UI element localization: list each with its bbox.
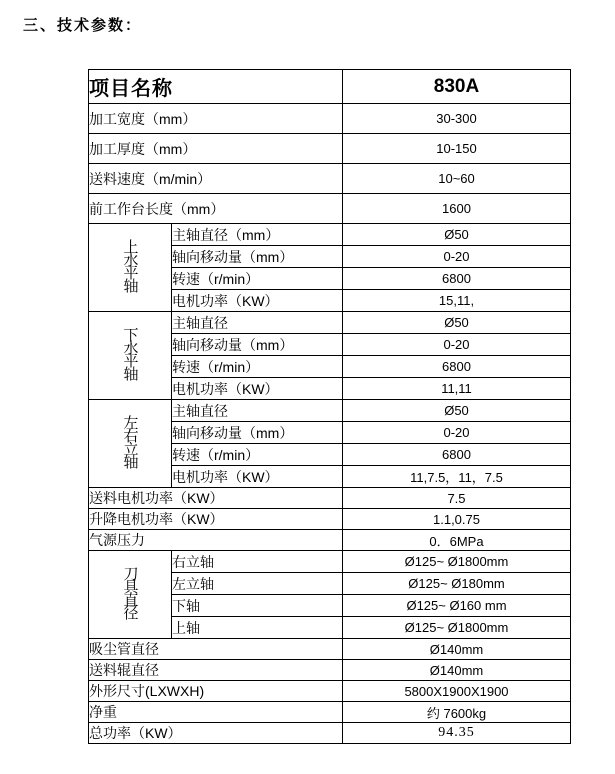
group-label-text: 上水平轴 bbox=[121, 239, 139, 291]
group-label bbox=[89, 551, 172, 639]
row-label: 电机功率（KW） bbox=[172, 466, 343, 488]
row-label: 转速（r/min） bbox=[172, 268, 343, 290]
row-value: 6800 bbox=[343, 356, 571, 378]
row-value: Ø50 bbox=[343, 312, 571, 334]
table-row bbox=[89, 639, 571, 660]
row-value: Ø50 bbox=[343, 400, 571, 422]
row-value: 11,7.5，11，7.5 bbox=[343, 466, 571, 488]
row-value: 0-20 bbox=[343, 334, 571, 356]
row-value: Ø125~ Ø1800mm bbox=[343, 617, 571, 639]
row-value: 10-150 bbox=[343, 134, 571, 164]
table-row bbox=[89, 530, 571, 551]
row-value: 0-20 bbox=[343, 246, 571, 268]
table-row bbox=[89, 134, 571, 164]
row-value: Ø140mm bbox=[343, 660, 571, 681]
row-value: 1.1,0.75 bbox=[343, 509, 571, 530]
table-header-row bbox=[89, 70, 571, 104]
row-label: 前工作台长度（mm） bbox=[89, 194, 343, 224]
group-label-text: 下水平轴 bbox=[121, 327, 139, 379]
row-label: 轴向移动量（mm） bbox=[172, 422, 343, 444]
row-label: 吸尘管直径 bbox=[89, 639, 343, 660]
row-label: 轴向移动量（mm） bbox=[172, 246, 343, 268]
row-label: 转速（r/min） bbox=[172, 444, 343, 466]
row-value: 94.35 bbox=[343, 723, 571, 744]
spec-table bbox=[88, 69, 571, 744]
row-label: 送料辊直径 bbox=[89, 660, 343, 681]
row-value: 6800 bbox=[343, 268, 571, 290]
row-value: Ø125~ Ø180mm bbox=[343, 573, 571, 595]
row-label: 左立轴 bbox=[172, 573, 343, 595]
table-row bbox=[89, 194, 571, 224]
row-value: 1600 bbox=[343, 194, 571, 224]
section-heading: 三、技术参数： bbox=[23, 17, 143, 34]
table-row bbox=[89, 488, 571, 509]
table-row bbox=[89, 702, 571, 723]
row-label: 外形尺寸(LXWXH) bbox=[89, 681, 343, 702]
table-row bbox=[89, 551, 571, 573]
row-label: 升降电机功率（KW） bbox=[89, 509, 343, 530]
row-value: Ø140mm bbox=[343, 639, 571, 660]
table-row bbox=[89, 104, 571, 134]
row-label: 主轴直径 bbox=[172, 312, 343, 334]
row-label: 送料速度（m/min） bbox=[89, 164, 343, 194]
row-value: 6800 bbox=[343, 444, 571, 466]
row-label: 送料电机功率（KW） bbox=[89, 488, 343, 509]
row-label: 右立轴 bbox=[172, 551, 343, 573]
group-label bbox=[89, 400, 172, 488]
row-label: 下轴 bbox=[172, 595, 343, 617]
row-value: 30-300 bbox=[343, 104, 571, 134]
table-row bbox=[89, 400, 571, 422]
row-label: 轴向移动量（mm） bbox=[172, 334, 343, 356]
header-model: 830A bbox=[343, 70, 571, 104]
row-label: 加工厚度（mm） bbox=[89, 134, 343, 164]
row-value: Ø125~ Ø160 mm bbox=[343, 595, 571, 617]
table-row bbox=[89, 723, 571, 744]
row-value: 约 7600kg bbox=[343, 702, 571, 723]
table-row bbox=[89, 224, 571, 246]
header-item-name: 项目名称 bbox=[89, 70, 343, 104]
row-value: 0-20 bbox=[343, 422, 571, 444]
table-row bbox=[89, 660, 571, 681]
row-value: 15,11, bbox=[343, 290, 571, 312]
table-row bbox=[89, 509, 571, 530]
table-row bbox=[89, 164, 571, 194]
row-value: 7.5 bbox=[343, 488, 571, 509]
row-value: 11,11 bbox=[343, 378, 571, 400]
row-label: 总功率（KW） bbox=[89, 723, 343, 744]
row-label: 上轴 bbox=[172, 617, 343, 639]
group-label-text: 刀具直径 bbox=[121, 566, 139, 618]
group-label bbox=[89, 224, 172, 312]
row-value: Ø50 bbox=[343, 224, 571, 246]
row-label: 净重 bbox=[89, 702, 343, 723]
row-value: 0．6MPa bbox=[343, 530, 571, 551]
group-label bbox=[89, 312, 172, 400]
row-label: 加工宽度（mm） bbox=[89, 104, 343, 134]
row-label: 电机功率（KW） bbox=[172, 290, 343, 312]
row-label: 主轴直径（mm） bbox=[172, 224, 343, 246]
row-label: 气源压力 bbox=[89, 530, 343, 551]
row-label: 转速（r/min） bbox=[172, 356, 343, 378]
table-row bbox=[89, 681, 571, 702]
row-value: 5800X1900X1900 bbox=[343, 681, 571, 702]
row-value: 10~60 bbox=[343, 164, 571, 194]
row-label: 主轴直径 bbox=[172, 400, 343, 422]
row-value: Ø125~ Ø1800mm bbox=[343, 551, 571, 573]
table-row bbox=[89, 312, 571, 334]
row-label: 电机功率（KW） bbox=[172, 378, 343, 400]
group-label-text: 左右立轴 bbox=[121, 415, 139, 467]
